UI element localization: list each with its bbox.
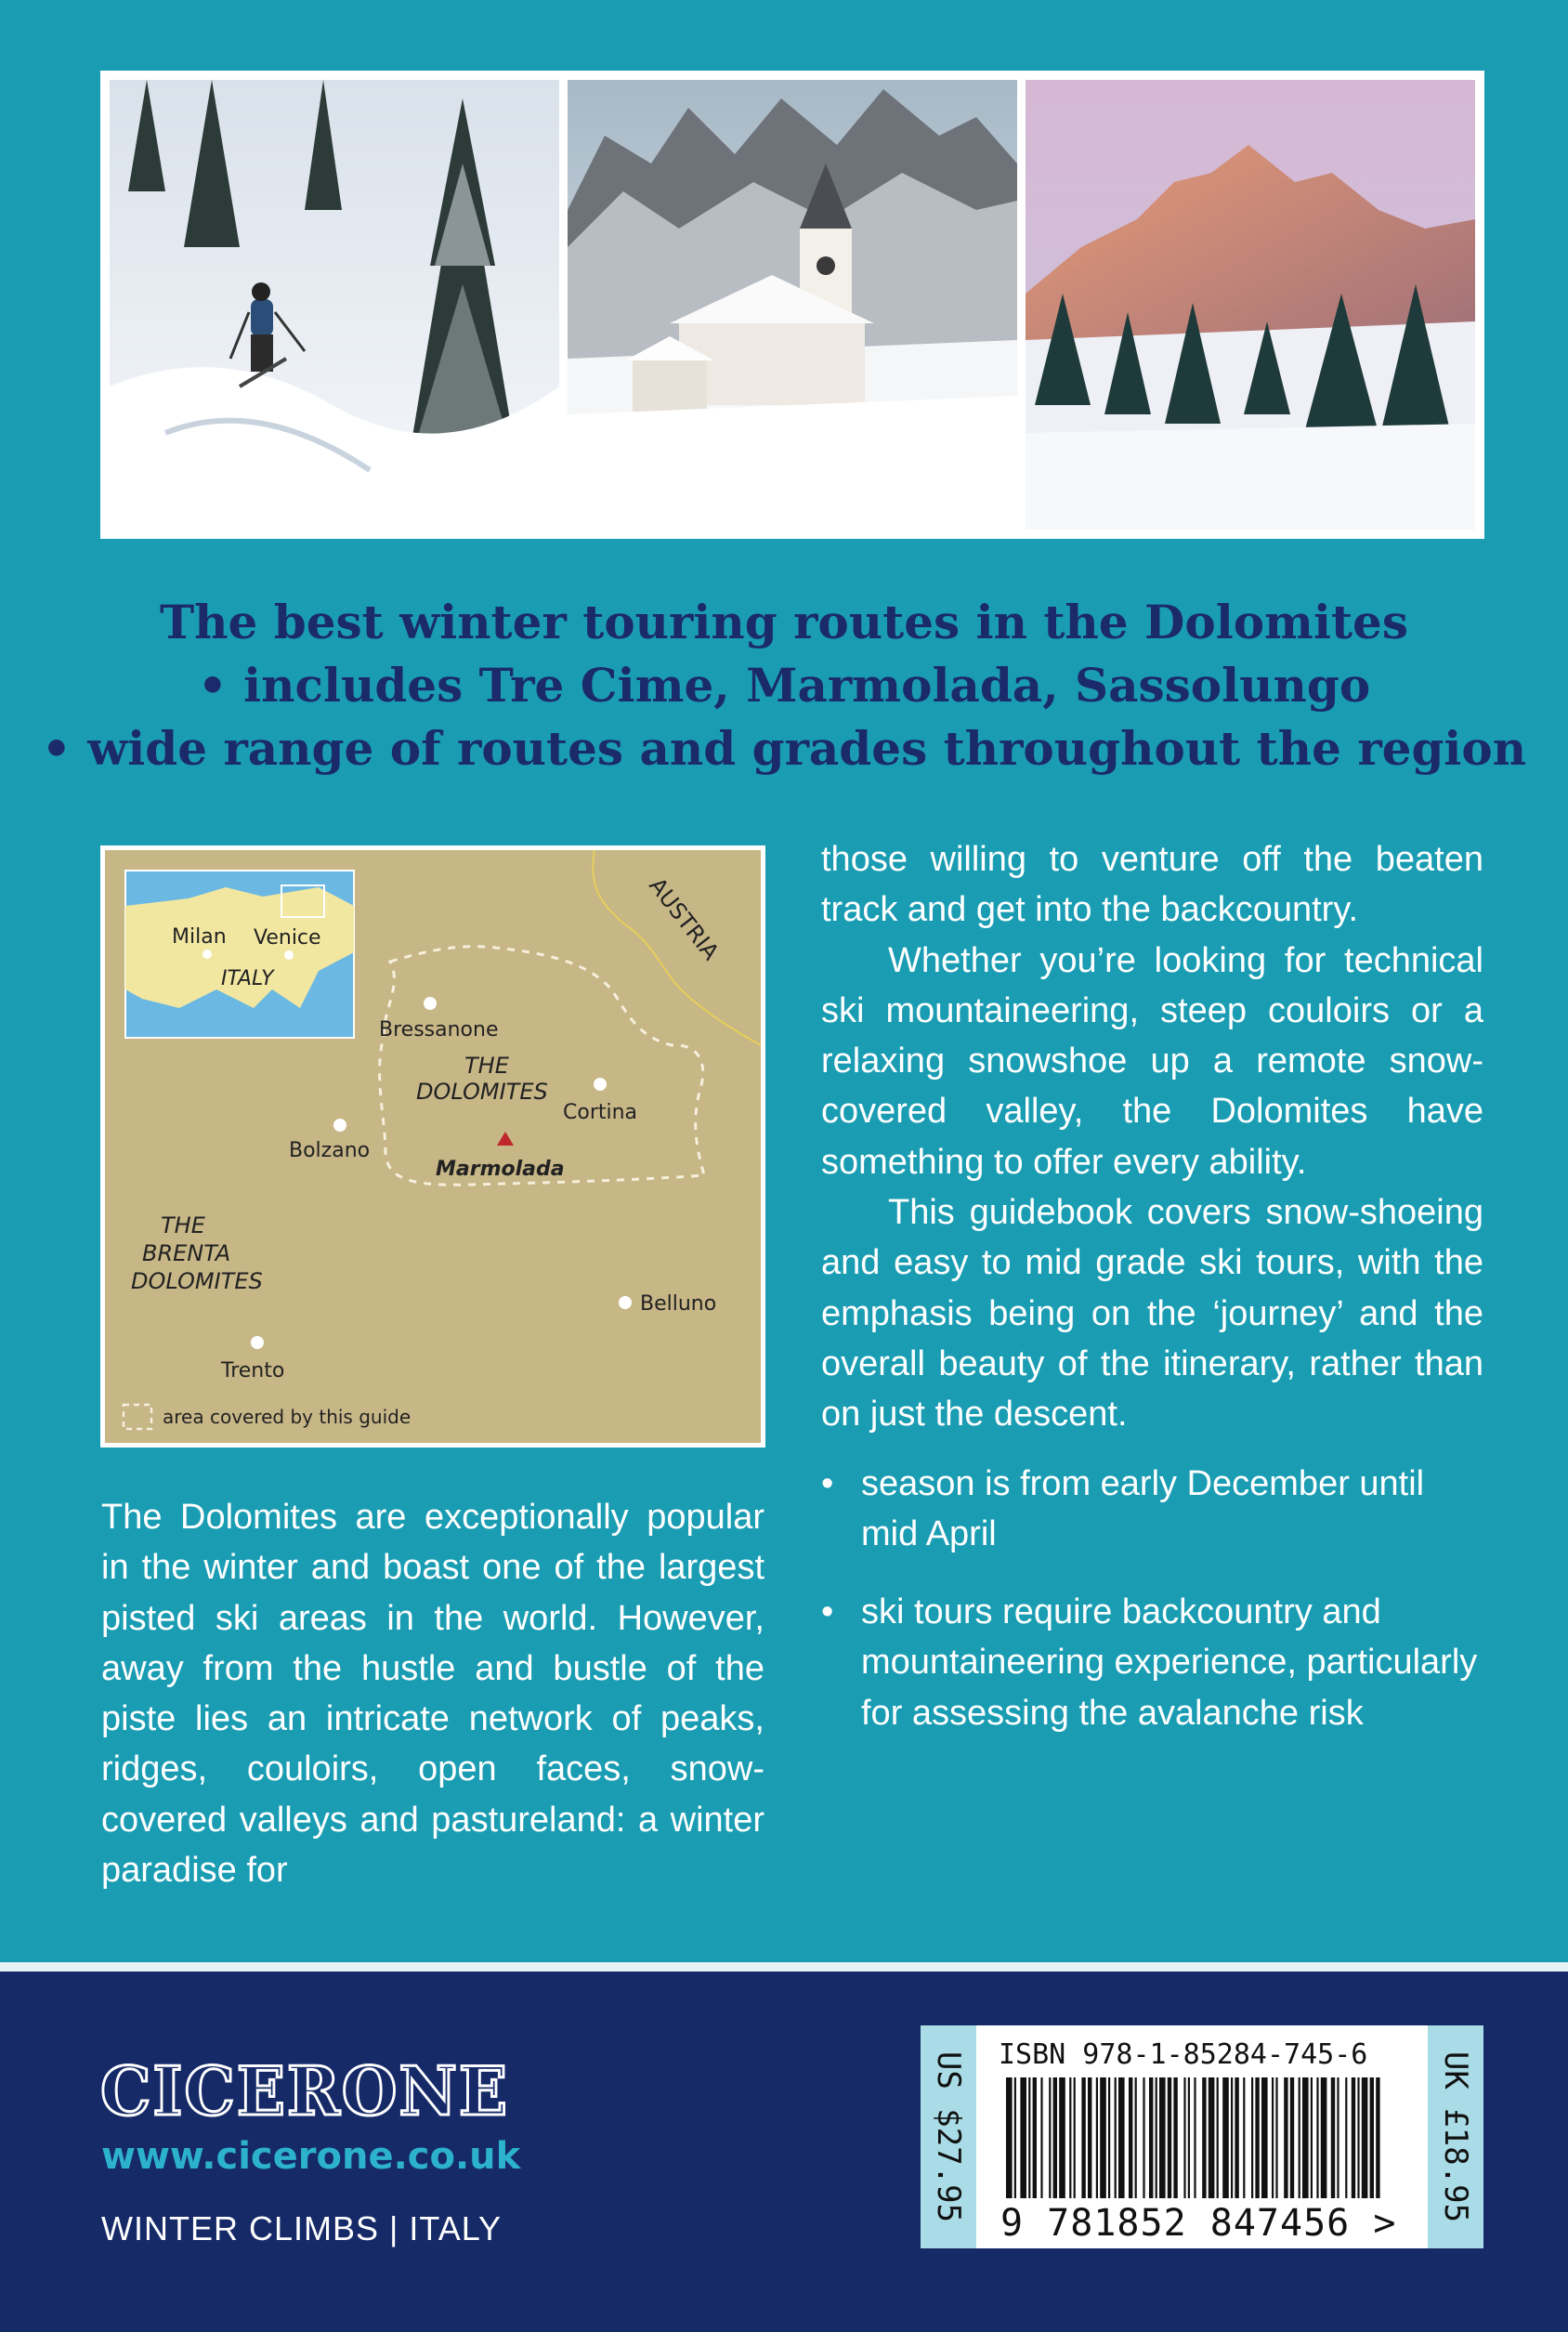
- intro-paragraph: The Dolomites are exceptionally popular in the winter and boast one of the largest pisted ski areas in the world. However, away from the hustle and bustle of the piste lies an intricate network of peaks, ridges, couloirs, open faces, snow-covered valleys and pastureland: a winter paradise for: [101, 1498, 764, 1891]
- feature-item: [821, 1587, 1483, 1738]
- tagline-line-3: • wide range of routes and grades throughout the region: [41, 721, 1527, 776]
- barcode-bar: [1370, 2077, 1374, 2198]
- paragraph-continuation: those willing to venture off the beaten track and get into the backcountry.: [821, 840, 1483, 930]
- logo-wordmark: CICERONE: [100, 2051, 509, 2128]
- feature-item: [821, 1459, 1483, 1560]
- barcode-bar: [1357, 2077, 1359, 2198]
- barcode-bar: [1321, 2077, 1327, 2198]
- barcode-bar: [1188, 2077, 1190, 2198]
- barcode-panel: [921, 2025, 1483, 2248]
- map-label-austria: AUSTRIA: [644, 872, 725, 965]
- map-label-dolomites: DOLOMITES: [416, 1079, 548, 1105]
- barcode-bar: [1088, 2077, 1091, 2198]
- barcode-bar: [1069, 2077, 1071, 2198]
- barcode-bar: [1345, 2077, 1347, 2198]
- paragraph-whether: Whether you’re looking for technical ski mountaineering, steep couloirs or a relaxing snowshoe up a remote snow-covered valley, the Dolomites have something to offer every ability.: [821, 940, 1483, 1182]
- map-label-bolzano: Bolzano: [289, 1139, 371, 1162]
- photo-church: [568, 80, 1017, 530]
- map-label-belluno: Belluno: [640, 1292, 717, 1316]
- photo-sunset-mountain: [1026, 80, 1475, 530]
- uk-price: UK £18.95: [1437, 2050, 1474, 2223]
- barcode-bar: [1173, 2077, 1177, 2198]
- photo-strip: [100, 71, 1484, 539]
- series-label: WINTER CLIMBS | ITALY: [101, 2209, 503, 2247]
- paragraph-guidebook: This guidebook covers snow-shoeing and easy to mid grade ski tours, with the emphasis being on the ‘journey’ and the overall beauty of the itinerary, rather than on just the descent.: [821, 1193, 1483, 1435]
- barcode-bar: [1049, 2077, 1051, 2198]
- map-label-milan: Milan: [172, 925, 227, 949]
- barcode-bar: [1302, 2077, 1309, 2198]
- bullet-icon: •: [821, 1592, 834, 1632]
- barcode-bar: [1006, 2077, 1013, 2198]
- town-marker-cortina: [594, 1078, 607, 1091]
- barcode-bar: [1284, 2077, 1287, 2198]
- barcode-bar: [1243, 2077, 1245, 2198]
- inset-map: [125, 871, 354, 1038]
- barcode-bar: [1255, 2077, 1259, 2198]
- barcode-bar: [1014, 2077, 1016, 2198]
- ean-number: 9 781852 847456 >: [1000, 2202, 1397, 2245]
- barcode-bar: [1194, 2077, 1196, 2198]
- map-label-cortina: Cortina: [563, 1101, 638, 1124]
- barcode-bar: [1331, 2077, 1335, 2198]
- barcode-bar: [1118, 2077, 1125, 2198]
- barcode-bar: [1074, 2077, 1076, 2198]
- barcode-bar: [1129, 2077, 1132, 2198]
- map-label-brenta-1: THE: [161, 1212, 205, 1238]
- map-legend: area covered by this guide: [163, 1406, 412, 1428]
- barcode-bar: [1251, 2077, 1253, 2198]
- bullet-icon: •: [821, 1463, 834, 1503]
- barcode-bar: [1290, 2077, 1294, 2198]
- region-map: [100, 845, 765, 1448]
- barcode-bar: [1100, 2077, 1106, 2198]
- barcode-bar: [1222, 2077, 1229, 2198]
- barcode-bar: [1096, 2077, 1098, 2198]
- barcode-bar: [1053, 2077, 1057, 2198]
- barcode-bar: [1209, 2077, 1215, 2198]
- right-column: [821, 834, 1483, 1766]
- barcode-bar: [1028, 2077, 1030, 2198]
- barcode-bar: [1202, 2077, 1206, 2198]
- barcode-bar: [1337, 2077, 1339, 2198]
- barcode-bar: [1149, 2077, 1153, 2198]
- barcode-bars: [1006, 2077, 1381, 2198]
- barcode-bar: [1352, 2077, 1355, 2198]
- left-column: [101, 1492, 764, 1895]
- map-label-marmolada: Marmolada: [436, 1158, 565, 1181]
- tagline: [0, 591, 1568, 780]
- barcode-bar: [1217, 2077, 1219, 2198]
- barcode-bar: [1135, 2077, 1137, 2198]
- us-price-strip: [921, 2025, 976, 2248]
- barcode-bar: [1311, 2077, 1313, 2198]
- barcode-bar: [1299, 2077, 1300, 2198]
- barcode-bar: [1183, 2077, 1185, 2198]
- us-price: US $27.95: [930, 2050, 967, 2223]
- barcode-bar: [1081, 2077, 1085, 2198]
- barcode-bar: [1033, 2077, 1037, 2198]
- barcode-bar: [1362, 2077, 1368, 2198]
- tagline-line-1: The best winter touring routes in the Dolomites: [159, 595, 1409, 649]
- feature-item-text: ski tours require backcountry and mountaineering experience, particularly for assessing the avalanche risk: [861, 1592, 1478, 1733]
- tagline-line-2: • includes Tre Cime, Marmolada, Sassolungo: [197, 658, 1371, 713]
- barcode-bar: [1020, 2077, 1026, 2198]
- cicerone-logo: [100, 2051, 518, 2128]
- barcode-bar: [1115, 2077, 1117, 2198]
- barcode-bar: [1231, 2077, 1233, 2198]
- barcode-bar: [1168, 2077, 1171, 2198]
- map-label-trento: Trento: [221, 1359, 285, 1382]
- barcode-bar: [1272, 2077, 1274, 2198]
- barcode-bar: [1040, 2077, 1042, 2198]
- map-label-venice: Venice: [254, 926, 321, 950]
- map-label-brenta-2: BRENTA: [142, 1240, 231, 1266]
- barcode-bar: [1261, 2077, 1268, 2198]
- town-marker-belluno: [619, 1296, 632, 1309]
- barcode-bar: [1376, 2077, 1379, 2198]
- feature-list: [821, 1459, 1483, 1738]
- barcode-bar: [1108, 2077, 1110, 2198]
- map-label-italy: ITALY: [221, 967, 274, 990]
- barcode-bar: [1143, 2077, 1144, 2198]
- barcode-bar: [1156, 2077, 1157, 2198]
- map-label-brenta-3: DOLOMITES: [131, 1268, 263, 1294]
- barcode-bar: [1159, 2077, 1166, 2198]
- barcode-bar: [1275, 2077, 1277, 2198]
- map-label-the: THE: [464, 1053, 509, 1079]
- town-marker-trento: [251, 1336, 264, 1349]
- isbn-text: ISBN 978-1-85284-745-6: [999, 2038, 1368, 2071]
- town-marker-bressanone: [424, 997, 437, 1010]
- feature-item-text: season is from early December until mid April: [861, 1463, 1425, 1553]
- footer-divider: [0, 1962, 1568, 1972]
- barcode-bar: [1235, 2077, 1238, 2198]
- barcode-bar: [1316, 2077, 1318, 2198]
- barcode-bar: [1059, 2077, 1065, 2198]
- uk-price-strip: [1428, 2025, 1483, 2248]
- map-label-bressanone: Bressanone: [379, 1018, 499, 1042]
- photo-skier: [110, 80, 559, 530]
- publisher-url[interactable]: www.cicerone.co.uk: [101, 2135, 521, 2178]
- town-marker-bolzano: [333, 1119, 346, 1132]
